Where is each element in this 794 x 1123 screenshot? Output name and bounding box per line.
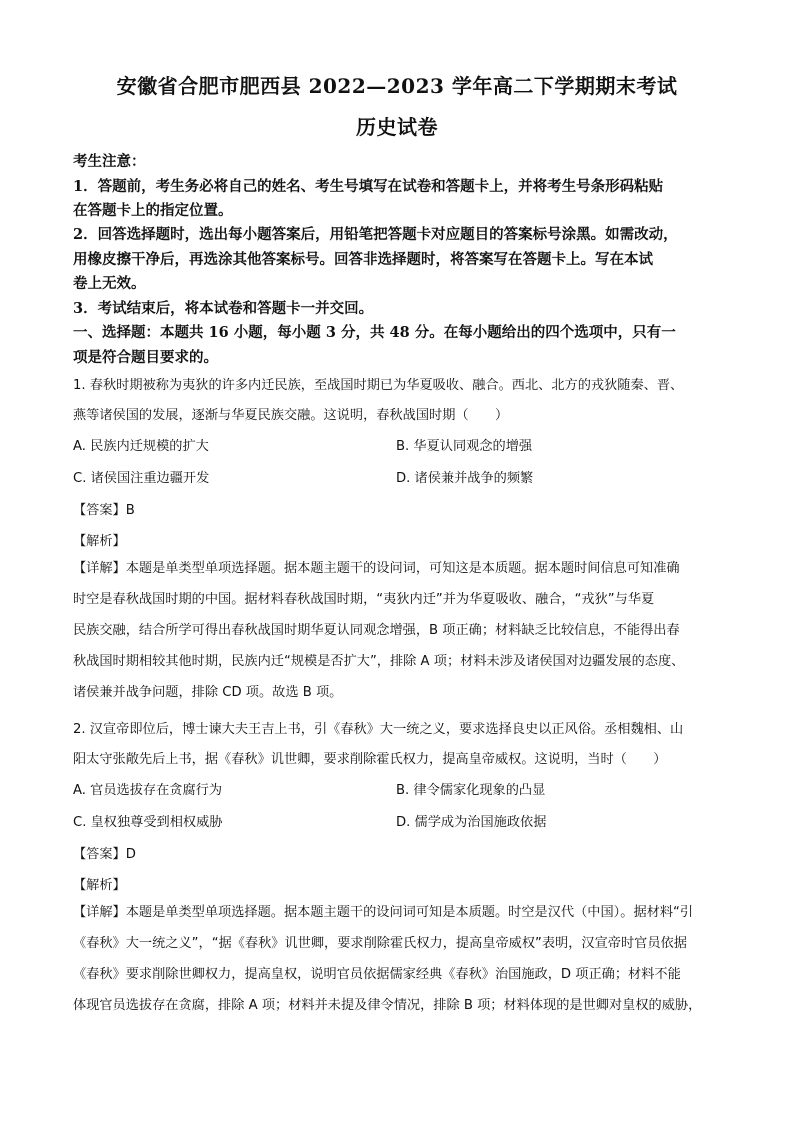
- question-1-options-row2: [73, 467, 725, 491]
- notice-line: 3．考试结束后，将本试卷和答题卡一并交回。: [73, 300, 374, 317]
- page-subtitle: 历史试卷: [356, 115, 438, 139]
- notice-line: 用橡皮擦干净后，再选涂其他答案标号。回答非选择题时，将答案写在答题卡上。写在本试: [73, 251, 653, 268]
- detail-line: 时空是春秋战国时期的中国。据材料春秋战国时期，“夷狄内迁”并为华夏吸收、融合，“戎狄”与华夏: [73, 592, 655, 607]
- detail-line: 【详解】本题是单类型单项选择题。据本题主题干的设问词，可知这是本质题。据本题时间信息可知准确: [73, 561, 680, 576]
- section-heading: 一、选择题：本题共 16 小题，每小题 3 分，共 48 分。在每小题给出的四个选项中，只有一: [73, 324, 676, 341]
- answer-value: D: [125, 847, 136, 862]
- question-2-detail: [73, 897, 725, 1021]
- question-1-stem: 1. 春秋时期被称为夷狄的许多内迁民族，至战国时期已为华夏吸收、融合。西北、北方的戎狄随秦、晋、: [73, 378, 684, 393]
- question-2-stem-cont: 阳太守张敞先后上书，据《春秋》讥世卿，要求削除霍氏权力，提高皇帝威权。这说明，当时（ ）: [73, 752, 667, 767]
- analysis-label: 【解析】: [73, 534, 126, 549]
- question-2-stem: 2. 汉宣帝即位后，博士谏大夫王吉上书，引《春秋》大一统之义，要求选择良史以正风俗。丞相魏相、山: [73, 722, 684, 737]
- detail-line: 诸侯兼并战争问题，排除 CD 项。故选 B 项。: [73, 685, 343, 700]
- detail-line: 体现官员选拔存在贪腐，排除 A 项；材料并未提及律令情况，排除 B 项；材料体现的是世卿对皇权的威胁，: [73, 998, 702, 1013]
- question-2-options-row2: [73, 811, 725, 835]
- answer-line: [73, 843, 136, 862]
- notice-line: 卷上无效。: [73, 275, 146, 292]
- option-d: D. 儒学成为治国施政依据: [396, 815, 547, 830]
- detail-line: 民族交融，结合所学可得出春秋战国时期华夏认同观念增强，B 项正确；材料缺乏比较信息，不能得出春: [73, 623, 680, 638]
- page-title: 安徽省合肥市肥西县 2022—2023 学年高二下学期期末考试: [116, 74, 678, 98]
- notice-line: 在答题卡上的指定位置。: [73, 202, 233, 219]
- question-1-stem-cont: 燕等诸侯国的发展，逐渐与华夏民族交融。这说明，春秋战国时期（ ）: [73, 408, 509, 423]
- section-heading-cont: 项是符合题目要求的。: [73, 349, 218, 366]
- analysis-label: 【解析】: [73, 878, 126, 893]
- notice-line: 2．回答选择题时，选出每小题答案后，用铅笔把答题卡对应题目的答案标号涂黑。如需改动，: [73, 226, 678, 243]
- answer-line: [73, 499, 135, 518]
- option-c: C. 皇权独尊受到相权威胁: [73, 815, 223, 830]
- question-1-detail: [73, 553, 725, 708]
- option-c: C. 诸侯国注重边疆开发: [73, 471, 210, 486]
- answer-label: 【答案】: [73, 847, 126, 862]
- question-2-options-row1: [73, 779, 725, 803]
- option-b: B. 华夏认同观念的增强: [396, 439, 533, 454]
- option-a: A. 官员选拔存在贪腐行为: [73, 783, 223, 798]
- option-b: B. 律令儒家化现象的凸显: [396, 783, 546, 798]
- detail-line: 《春秋》大一统之义”，“据《春秋》讥世卿，要求削除霍氏权力，提高皇帝威权”表明，汉宣帝时官员依据: [73, 936, 687, 951]
- notice-heading: 考生注意：: [73, 153, 146, 170]
- detail-line: 秋战国时期相较其他时期，民族内迁“规模是否扩大”，排除 A 项；材料未涉及诸侯国对边疆发展的态度、: [73, 654, 685, 669]
- detail-line: 【详解】本题是单类型单项选择题。据本题主题干的设问词可知是本质题。时空是汉代（中国）。据材料“引: [73, 905, 694, 920]
- question-1-options-row1: [73, 435, 725, 459]
- notice-line: 1．答题前，考生务必将自己的姓名、考生号填写在试卷和答题卡上，并将考生号条形码粘贴: [73, 178, 664, 195]
- answer-value: B: [125, 503, 135, 518]
- detail-line: 《春秋》要求削除世卿权力，提高皇权，说明官员依据儒家经典《春秋》治国施政，D 项正确；材料不能: [73, 967, 681, 982]
- option-a: A. 民族内迁规模的扩大: [73, 439, 209, 454]
- answer-label: 【答案】: [73, 503, 126, 518]
- option-d: D. 诸侯兼并战争的频繁: [396, 471, 534, 486]
